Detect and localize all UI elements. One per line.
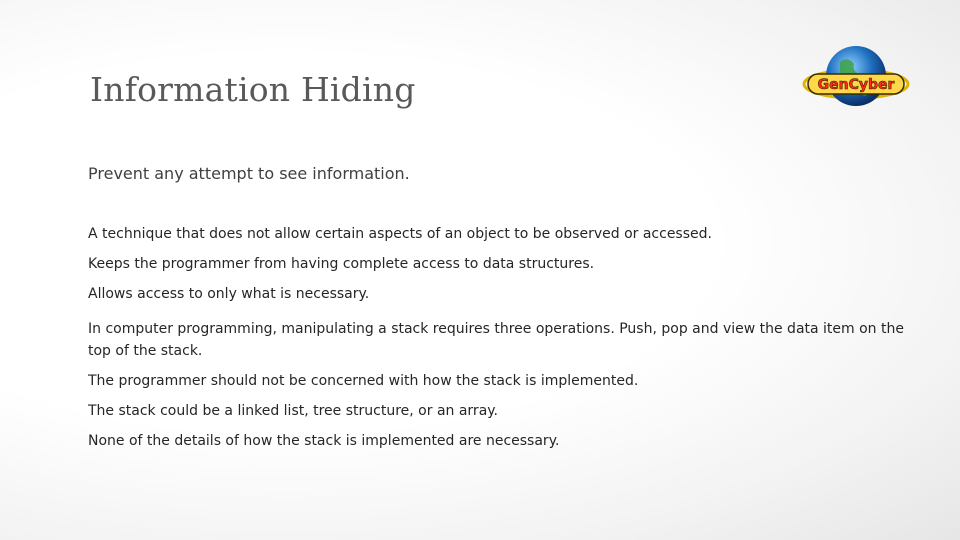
globe-icon: [800, 40, 912, 114]
paragraph: The programmer should not be concerned with how the stack is implemented.: [88, 373, 639, 389]
paragraph: The stack could be a linked list, tree structure, or an array.: [88, 403, 499, 419]
logo-text: GenCyber: [817, 77, 895, 93]
paragraph: In computer programming, manipulating a stack requires three operations. Push, pop and view the data item on the top of the stack.: [88, 321, 904, 359]
paragraph: None of the details of how the stack is implemented are necessary.: [88, 433, 560, 449]
slide-subtitle: Prevent any attempt to see information.: [88, 164, 410, 183]
gencyber-logo: [800, 40, 912, 114]
slide-title: Information Hiding: [90, 70, 416, 109]
paragraph: Allows access to only what is necessary.: [88, 286, 370, 302]
paragraph: Keeps the programmer from having complete access to data structures.: [88, 256, 595, 272]
paragraph: A technique that does not allow certain aspects of an object to be observed or accessed.: [88, 226, 712, 242]
